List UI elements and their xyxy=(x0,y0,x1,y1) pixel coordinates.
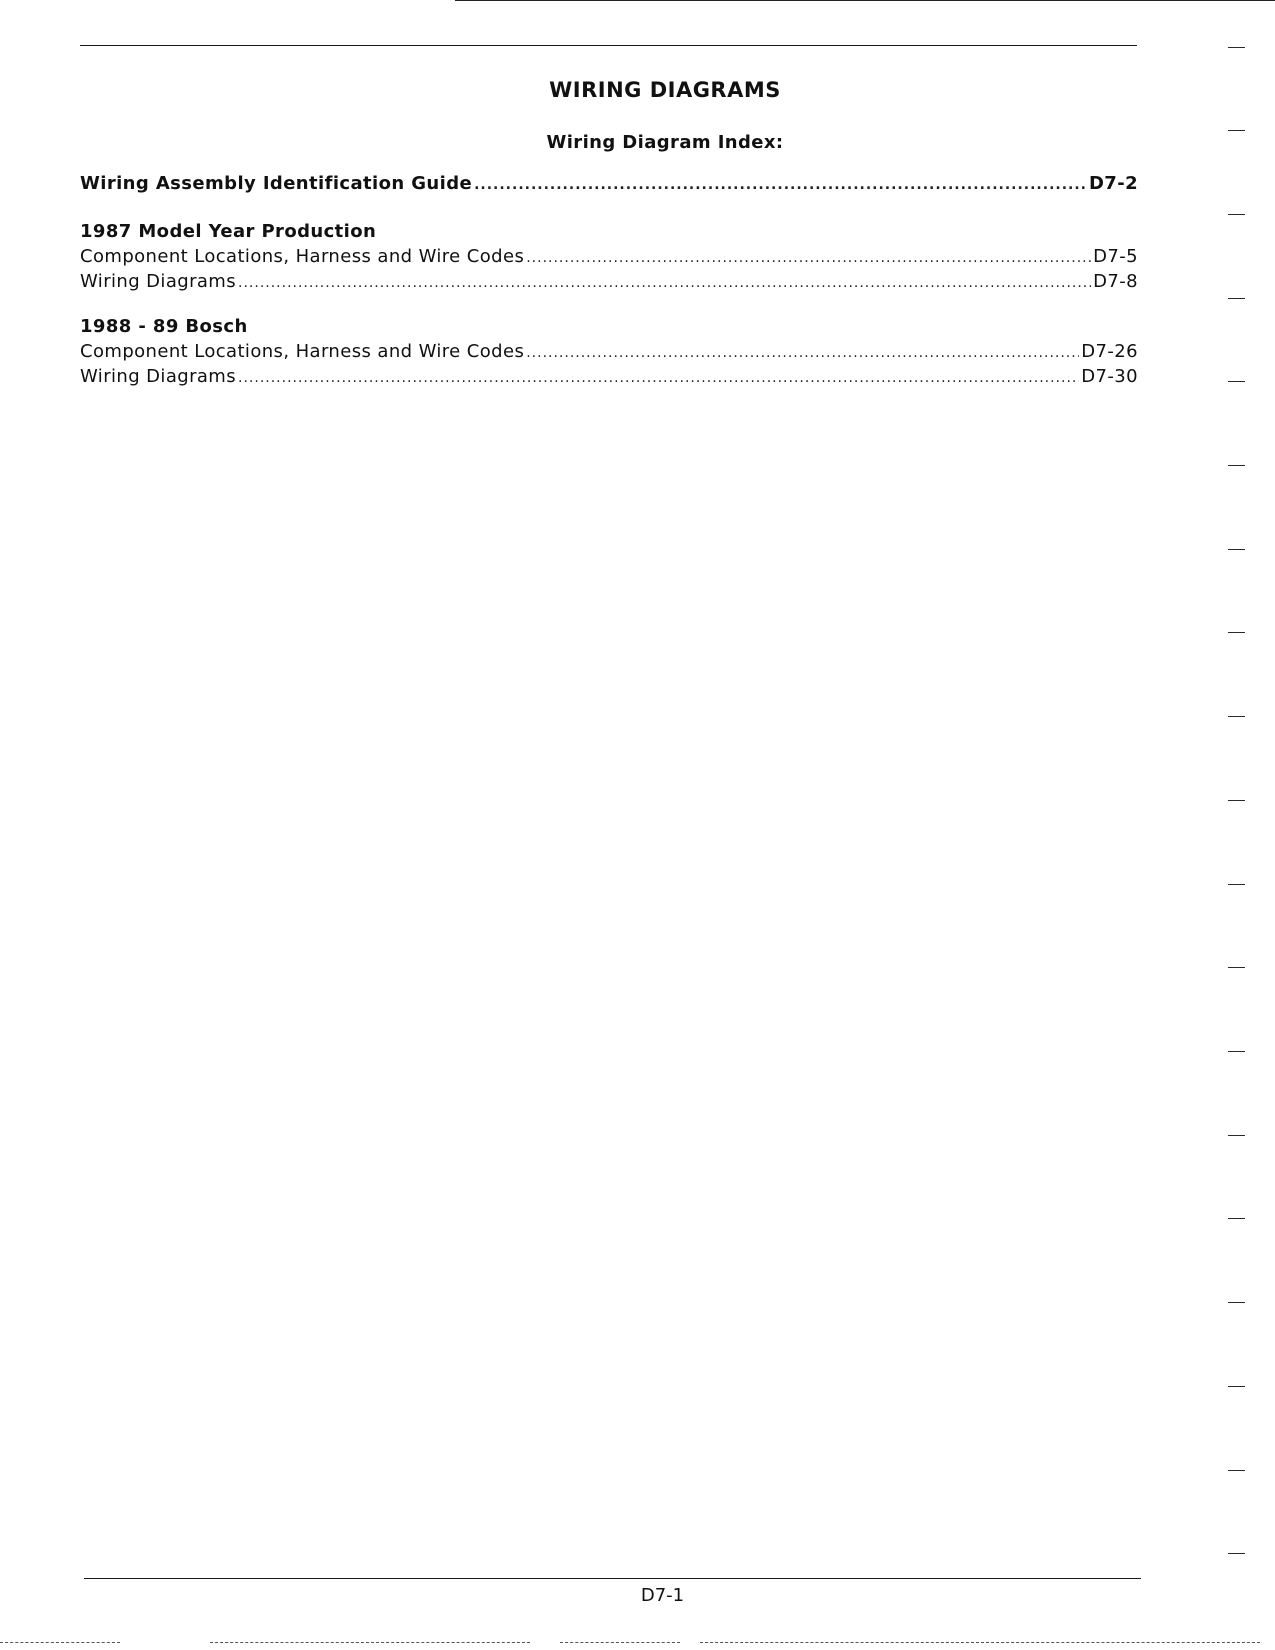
toc-entry-page: D7-5 xyxy=(1093,246,1138,267)
margin-tick xyxy=(1228,1051,1245,1052)
dot-leader xyxy=(526,341,1079,366)
page-number: D7-1 xyxy=(640,1585,685,1606)
dot-leader xyxy=(526,246,1091,271)
toc-section-1988-89 xyxy=(80,314,1138,389)
footer-rule xyxy=(84,1578,1141,1579)
dot-leader xyxy=(238,366,1079,391)
toc-section-1987 xyxy=(80,219,1138,294)
toc-entry xyxy=(80,269,1138,294)
toc-entry xyxy=(80,339,1138,364)
section-heading: 1987 Model Year Production xyxy=(80,221,377,242)
scan-edge-line xyxy=(455,0,1275,1)
toc-entry-label: Wiring Diagrams xyxy=(80,271,237,292)
toc-entry-page: D7-26 xyxy=(1081,341,1138,362)
margin-tick xyxy=(1228,381,1245,382)
dot-leader xyxy=(238,271,1091,296)
margin-tick xyxy=(1228,716,1245,717)
margin-tick xyxy=(1228,884,1245,885)
toc-entry xyxy=(80,244,1138,269)
page-title: WIRING DIAGRAMS xyxy=(549,78,781,102)
margin-tick xyxy=(1228,1386,1245,1387)
toc-entry-page: D7-30 xyxy=(1081,366,1138,387)
header-rule xyxy=(80,45,1137,46)
toc-entry-label: Wiring Diagrams xyxy=(80,366,237,387)
toc-entry xyxy=(80,171,1138,196)
margin-tick xyxy=(1228,214,1245,215)
margin-tick xyxy=(1228,1302,1245,1303)
margin-tick xyxy=(1228,632,1245,633)
index-subtitle: Wiring Diagram Index: xyxy=(546,132,784,153)
margin-tick xyxy=(1228,1135,1245,1136)
margin-tick xyxy=(1228,465,1245,466)
section-heading: 1988 - 89 Bosch xyxy=(80,316,248,337)
toc-entry-label: Component Locations, Harness and Wire Codes xyxy=(80,341,525,362)
margin-tick xyxy=(1228,1470,1245,1471)
margin-tick xyxy=(1228,130,1245,131)
margin-tick xyxy=(1228,549,1245,550)
margin-tick xyxy=(1228,298,1245,299)
toc-entry-list xyxy=(80,171,1138,196)
toc-entry-page: D7-2 xyxy=(1088,173,1138,194)
toc-entry-page: D7-8 xyxy=(1093,271,1138,292)
toc-entry xyxy=(80,364,1138,389)
margin-tick xyxy=(1228,1218,1245,1219)
margin-tick xyxy=(1228,800,1245,801)
toc-entry-label: Wiring Assembly Identification Guide xyxy=(80,173,473,194)
margin-tick xyxy=(1228,47,1245,48)
scan-edge-marks xyxy=(0,1642,1275,1646)
margin-tick xyxy=(1228,1553,1245,1554)
toc-entry-label: Component Locations, Harness and Wire Codes xyxy=(80,246,525,267)
dot-leader xyxy=(474,173,1087,198)
margin-tick xyxy=(1228,967,1245,968)
